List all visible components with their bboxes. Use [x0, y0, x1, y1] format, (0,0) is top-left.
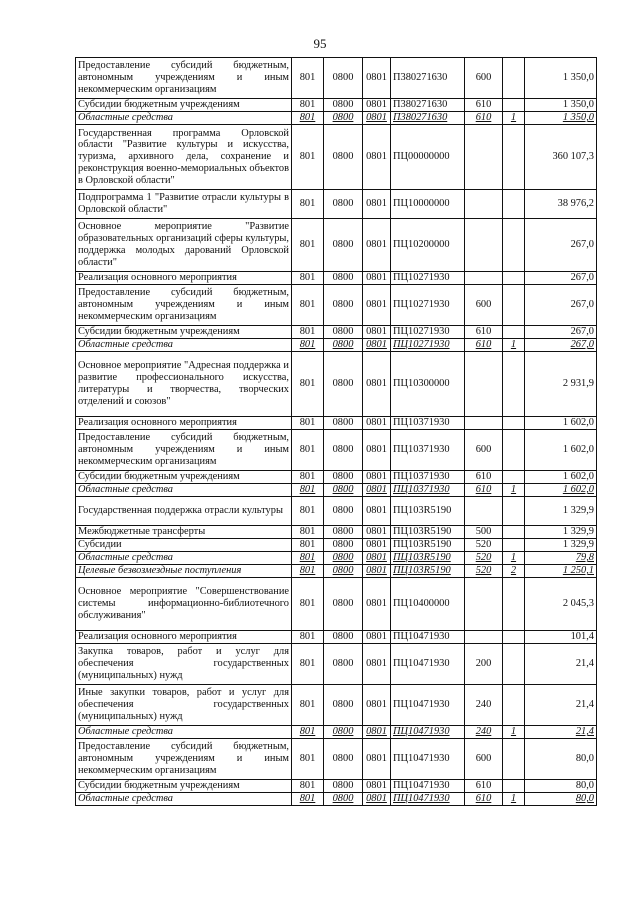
code-target-article: П380271630	[391, 99, 465, 112]
code-target-article: ПЦ103R5190	[391, 552, 465, 565]
code-section: 0800	[324, 793, 363, 806]
code-ved: 801	[292, 430, 324, 471]
page-number: 95	[313, 36, 327, 51]
code-section: 0800	[324, 471, 363, 484]
code-subsection: 0801	[363, 339, 391, 352]
code-ved: 801	[292, 631, 324, 644]
code-subsection: 0801	[363, 112, 391, 125]
code-expense-type: 610	[465, 780, 503, 793]
row-name: Подпрограмма 1 "Развитие отрасли культуры в Орловской области"	[76, 190, 292, 219]
code-ved: 801	[292, 339, 324, 352]
code-section: 0800	[324, 112, 363, 125]
amount: 1 602,0	[525, 417, 597, 430]
code-subsection: 0801	[363, 352, 391, 417]
code-source	[503, 471, 525, 484]
amount: 1 602,0	[525, 484, 597, 497]
code-source	[503, 739, 525, 780]
code-subsection: 0801	[363, 272, 391, 285]
code-section: 0800	[324, 631, 363, 644]
row-name: Реализация основного мероприятия	[76, 631, 292, 644]
code-target-article: ПЦ103R5190	[391, 565, 465, 578]
code-section: 0800	[324, 565, 363, 578]
amount: 80,0	[525, 739, 597, 780]
code-expense-type	[465, 125, 503, 190]
code-expense-type: 520	[465, 552, 503, 565]
table-row	[76, 726, 597, 739]
table-row	[76, 631, 597, 644]
code-section: 0800	[324, 552, 363, 565]
table-row	[76, 780, 597, 793]
table-row	[76, 326, 597, 339]
row-name: Субсидии бюджетным учреждениям	[76, 326, 292, 339]
code-subsection: 0801	[363, 565, 391, 578]
code-subsection: 0801	[363, 685, 391, 726]
code-section: 0800	[324, 352, 363, 417]
amount: 2 045,3	[525, 578, 597, 631]
row-name: Областные средства	[76, 552, 292, 565]
amount: 80,0	[525, 793, 597, 806]
code-target-article: ПЦ10471930	[391, 739, 465, 780]
code-section: 0800	[324, 780, 363, 793]
code-subsection: 0801	[363, 631, 391, 644]
code-section: 0800	[324, 526, 363, 539]
code-source	[503, 631, 525, 644]
code-subsection: 0801	[363, 497, 391, 526]
code-source	[503, 99, 525, 112]
code-ved: 801	[292, 644, 324, 685]
code-section: 0800	[324, 190, 363, 219]
row-name: Предоставление субсидий бюджетным, автономным учреждениям и иным некоммерческим организациям	[76, 430, 292, 471]
table-row	[76, 58, 597, 99]
code-target-article: ПЦ10271930	[391, 326, 465, 339]
code-subsection: 0801	[363, 793, 391, 806]
code-section: 0800	[324, 497, 363, 526]
row-name: Областные средства	[76, 112, 292, 125]
code-target-article: ПЦ10371930	[391, 430, 465, 471]
amount: 267,0	[525, 219, 597, 272]
table-row	[76, 430, 597, 471]
budget-table	[75, 57, 597, 806]
code-section: 0800	[324, 484, 363, 497]
code-expense-type: 610	[465, 112, 503, 125]
row-name: Государственная поддержка отрасли культуры	[76, 497, 292, 526]
code-target-article: П380271630	[391, 58, 465, 99]
code-subsection: 0801	[363, 417, 391, 430]
code-target-article: ПЦ10271930	[391, 339, 465, 352]
code-target-article: ПЦ103R5190	[391, 497, 465, 526]
row-name: Предоставление субсидий бюджетным, автономным учреждениям и иным некоммерческим организациям	[76, 739, 292, 780]
code-subsection: 0801	[363, 552, 391, 565]
code-ved: 801	[292, 578, 324, 631]
code-expense-type	[465, 497, 503, 526]
code-expense-type: 610	[465, 471, 503, 484]
code-subsection: 0801	[363, 484, 391, 497]
code-target-article: ПЦ103R5190	[391, 539, 465, 552]
code-ved: 801	[292, 539, 324, 552]
code-subsection: 0801	[363, 190, 391, 219]
table-row	[76, 685, 597, 726]
code-section: 0800	[324, 644, 363, 685]
row-name: Субсидии бюджетным учреждениям	[76, 780, 292, 793]
amount: 38 976,2	[525, 190, 597, 219]
row-name: Областные средства	[76, 339, 292, 352]
code-subsection: 0801	[363, 326, 391, 339]
table-row	[76, 219, 597, 272]
row-name: Межбюджетные трансферты	[76, 526, 292, 539]
code-expense-type: 600	[465, 430, 503, 471]
table-row	[76, 99, 597, 112]
amount: 1 329,9	[525, 526, 597, 539]
code-expense-type: 520	[465, 539, 503, 552]
code-source	[503, 352, 525, 417]
code-target-article: ПЦ10300000	[391, 352, 465, 417]
code-subsection: 0801	[363, 430, 391, 471]
code-expense-type: 240	[465, 685, 503, 726]
code-target-article: ПЦ10271930	[391, 272, 465, 285]
code-section: 0800	[324, 739, 363, 780]
code-ved: 801	[292, 99, 324, 112]
code-source	[503, 497, 525, 526]
code-expense-type: 610	[465, 339, 503, 352]
code-ved: 801	[292, 780, 324, 793]
code-ved: 801	[292, 793, 324, 806]
code-target-article: ПЦ10271930	[391, 285, 465, 326]
code-section: 0800	[324, 219, 363, 272]
code-target-article: ПЦ10000000	[391, 190, 465, 219]
code-section: 0800	[324, 339, 363, 352]
code-ved: 801	[292, 565, 324, 578]
amount: 267,0	[525, 272, 597, 285]
code-section: 0800	[324, 272, 363, 285]
code-ved: 801	[292, 417, 324, 430]
code-target-article: ПЦ10471930	[391, 685, 465, 726]
code-source	[503, 58, 525, 99]
table-row	[76, 339, 597, 352]
code-ved: 801	[292, 326, 324, 339]
table-row	[76, 526, 597, 539]
code-subsection: 0801	[363, 644, 391, 685]
row-name: Субсидии бюджетным учреждениям	[76, 99, 292, 112]
table-row	[76, 552, 597, 565]
code-target-article: ПЦ10200000	[391, 219, 465, 272]
code-subsection: 0801	[363, 780, 391, 793]
code-expense-type	[465, 417, 503, 430]
table-row	[76, 471, 597, 484]
table-row	[76, 125, 597, 190]
table-row	[76, 417, 597, 430]
amount: 21,4	[525, 644, 597, 685]
amount: 1 350,0	[525, 99, 597, 112]
code-ved: 801	[292, 125, 324, 190]
code-source: 1	[503, 726, 525, 739]
amount: 79,8	[525, 552, 597, 565]
code-subsection: 0801	[363, 125, 391, 190]
code-expense-type: 610	[465, 99, 503, 112]
code-section: 0800	[324, 430, 363, 471]
code-source	[503, 539, 525, 552]
table-row	[76, 112, 597, 125]
code-source: 1	[503, 552, 525, 565]
amount: 21,4	[525, 685, 597, 726]
table-row	[76, 352, 597, 417]
code-section: 0800	[324, 326, 363, 339]
row-name: Основное мероприятие "Развитие образовательных организаций сферы культуры, поддержка молодых дарований Орловской области"	[76, 219, 292, 272]
code-section: 0800	[324, 125, 363, 190]
amount: 267,0	[525, 326, 597, 339]
code-expense-type: 600	[465, 739, 503, 780]
code-ved: 801	[292, 739, 324, 780]
code-subsection: 0801	[363, 526, 391, 539]
table-body	[76, 58, 597, 806]
code-source	[503, 578, 525, 631]
code-expense-type	[465, 631, 503, 644]
code-target-article: ПЦ10371930	[391, 417, 465, 430]
code-subsection: 0801	[363, 471, 391, 484]
amount: 267,0	[525, 339, 597, 352]
row-name: Государственная программа Орловской области "Развитие культуры и искусства, туризма, архивного дела, сохранение и реконструкция военно-мемориальных объектов в Орловской области"	[76, 125, 292, 190]
code-source	[503, 644, 525, 685]
code-subsection: 0801	[363, 99, 391, 112]
amount: 1 329,9	[525, 539, 597, 552]
code-source	[503, 190, 525, 219]
row-name: Иные закупки товаров, работ и услуг для обеспечения государственных (муниципальных) нужд	[76, 685, 292, 726]
code-section: 0800	[324, 726, 363, 739]
code-source	[503, 526, 525, 539]
code-target-article: П380271630	[391, 112, 465, 125]
code-target-article: ПЦ10471930	[391, 780, 465, 793]
row-name: Областные средства	[76, 793, 292, 806]
table-row	[76, 539, 597, 552]
code-ved: 801	[292, 219, 324, 272]
code-section: 0800	[324, 99, 363, 112]
code-ved: 801	[292, 352, 324, 417]
code-expense-type: 600	[465, 285, 503, 326]
amount: 1 350,0	[525, 58, 597, 99]
code-target-article: ПЦ10371930	[391, 484, 465, 497]
code-target-article: ПЦ10471930	[391, 631, 465, 644]
code-target-article: ПЦ00000000	[391, 125, 465, 190]
code-target-article: ПЦ10471930	[391, 793, 465, 806]
row-name: Субсидии	[76, 539, 292, 552]
code-expense-type: 610	[465, 793, 503, 806]
code-source	[503, 780, 525, 793]
code-section: 0800	[324, 285, 363, 326]
code-source	[503, 685, 525, 726]
row-name: Предоставление субсидий бюджетным, автономным учреждениям и иным некоммерческим организациям	[76, 58, 292, 99]
code-subsection: 0801	[363, 578, 391, 631]
code-target-article: ПЦ10371930	[391, 471, 465, 484]
code-ved: 801	[292, 497, 324, 526]
code-section: 0800	[324, 578, 363, 631]
code-subsection: 0801	[363, 58, 391, 99]
amount: 1 329,9	[525, 497, 597, 526]
row-name: Основное мероприятие "Адресная поддержка и развитие профессионального искусства, литературы и творчества, творческих отделений и союзов"	[76, 352, 292, 417]
code-source: 1	[503, 112, 525, 125]
amount: 21,4	[525, 726, 597, 739]
code-subsection: 0801	[363, 285, 391, 326]
code-section: 0800	[324, 539, 363, 552]
amount: 267,0	[525, 285, 597, 326]
amount: 1 350,0	[525, 112, 597, 125]
code-expense-type	[465, 352, 503, 417]
code-source	[503, 272, 525, 285]
code-expense-type: 200	[465, 644, 503, 685]
code-source	[503, 326, 525, 339]
row-name: Реализация основного мероприятия	[76, 272, 292, 285]
code-ved: 801	[292, 190, 324, 219]
table-row	[76, 484, 597, 497]
amount: 2 931,9	[525, 352, 597, 417]
row-name: Субсидии бюджетным учреждениям	[76, 471, 292, 484]
code-source	[503, 417, 525, 430]
code-subsection: 0801	[363, 739, 391, 780]
code-expense-type	[465, 578, 503, 631]
code-source	[503, 285, 525, 326]
code-expense-type: 600	[465, 58, 503, 99]
code-ved: 801	[292, 552, 324, 565]
table-row	[76, 644, 597, 685]
table-row	[76, 565, 597, 578]
code-ved: 801	[292, 526, 324, 539]
code-target-article: ПЦ103R5190	[391, 526, 465, 539]
code-ved: 801	[292, 484, 324, 497]
amount: 101,4	[525, 631, 597, 644]
code-source: 1	[503, 793, 525, 806]
code-ved: 801	[292, 285, 324, 326]
code-ved: 801	[292, 726, 324, 739]
code-source: 2	[503, 565, 525, 578]
row-name: Основное мероприятие "Совершенствование системы информационно-библиотечного обслуживания"	[76, 578, 292, 631]
code-subsection: 0801	[363, 726, 391, 739]
code-source: 1	[503, 339, 525, 352]
row-name: Областные средства	[76, 726, 292, 739]
table-row	[76, 578, 597, 631]
table-row	[76, 739, 597, 780]
row-name: Закупка товаров, работ и услуг для обеспечения государственных (муниципальных) нужд	[76, 644, 292, 685]
row-name: Целевые безвозмездные поступления	[76, 565, 292, 578]
code-ved: 801	[292, 58, 324, 99]
code-subsection: 0801	[363, 539, 391, 552]
code-expense-type: 610	[465, 326, 503, 339]
amount: 360 107,3	[525, 125, 597, 190]
amount: 1 602,0	[525, 430, 597, 471]
amount: 80,0	[525, 780, 597, 793]
row-name: Областные средства	[76, 484, 292, 497]
code-expense-type: 520	[465, 565, 503, 578]
table-row	[76, 497, 597, 526]
code-source	[503, 430, 525, 471]
code-expense-type	[465, 219, 503, 272]
code-target-article: ПЦ10471930	[391, 726, 465, 739]
row-name: Предоставление субсидий бюджетным, автономным учреждениям и иным некоммерческим организациям	[76, 285, 292, 326]
code-section: 0800	[324, 417, 363, 430]
code-source: 1	[503, 484, 525, 497]
code-target-article: ПЦ10400000	[391, 578, 465, 631]
table-row	[76, 272, 597, 285]
code-ved: 801	[292, 272, 324, 285]
code-section: 0800	[324, 58, 363, 99]
code-section: 0800	[324, 685, 363, 726]
code-expense-type	[465, 272, 503, 285]
code-subsection: 0801	[363, 219, 391, 272]
code-expense-type: 500	[465, 526, 503, 539]
table-row	[76, 190, 597, 219]
amount: 1 602,0	[525, 471, 597, 484]
code-ved: 801	[292, 685, 324, 726]
row-name: Реализация основного мероприятия	[76, 417, 292, 430]
code-ved: 801	[292, 471, 324, 484]
code-expense-type	[465, 190, 503, 219]
code-ved: 801	[292, 112, 324, 125]
code-source	[503, 125, 525, 190]
table-row	[76, 285, 597, 326]
code-expense-type: 610	[465, 484, 503, 497]
code-source	[503, 219, 525, 272]
code-target-article: ПЦ10471930	[391, 644, 465, 685]
amount: 1 250,1	[525, 565, 597, 578]
code-expense-type: 240	[465, 726, 503, 739]
table-row	[76, 793, 597, 806]
